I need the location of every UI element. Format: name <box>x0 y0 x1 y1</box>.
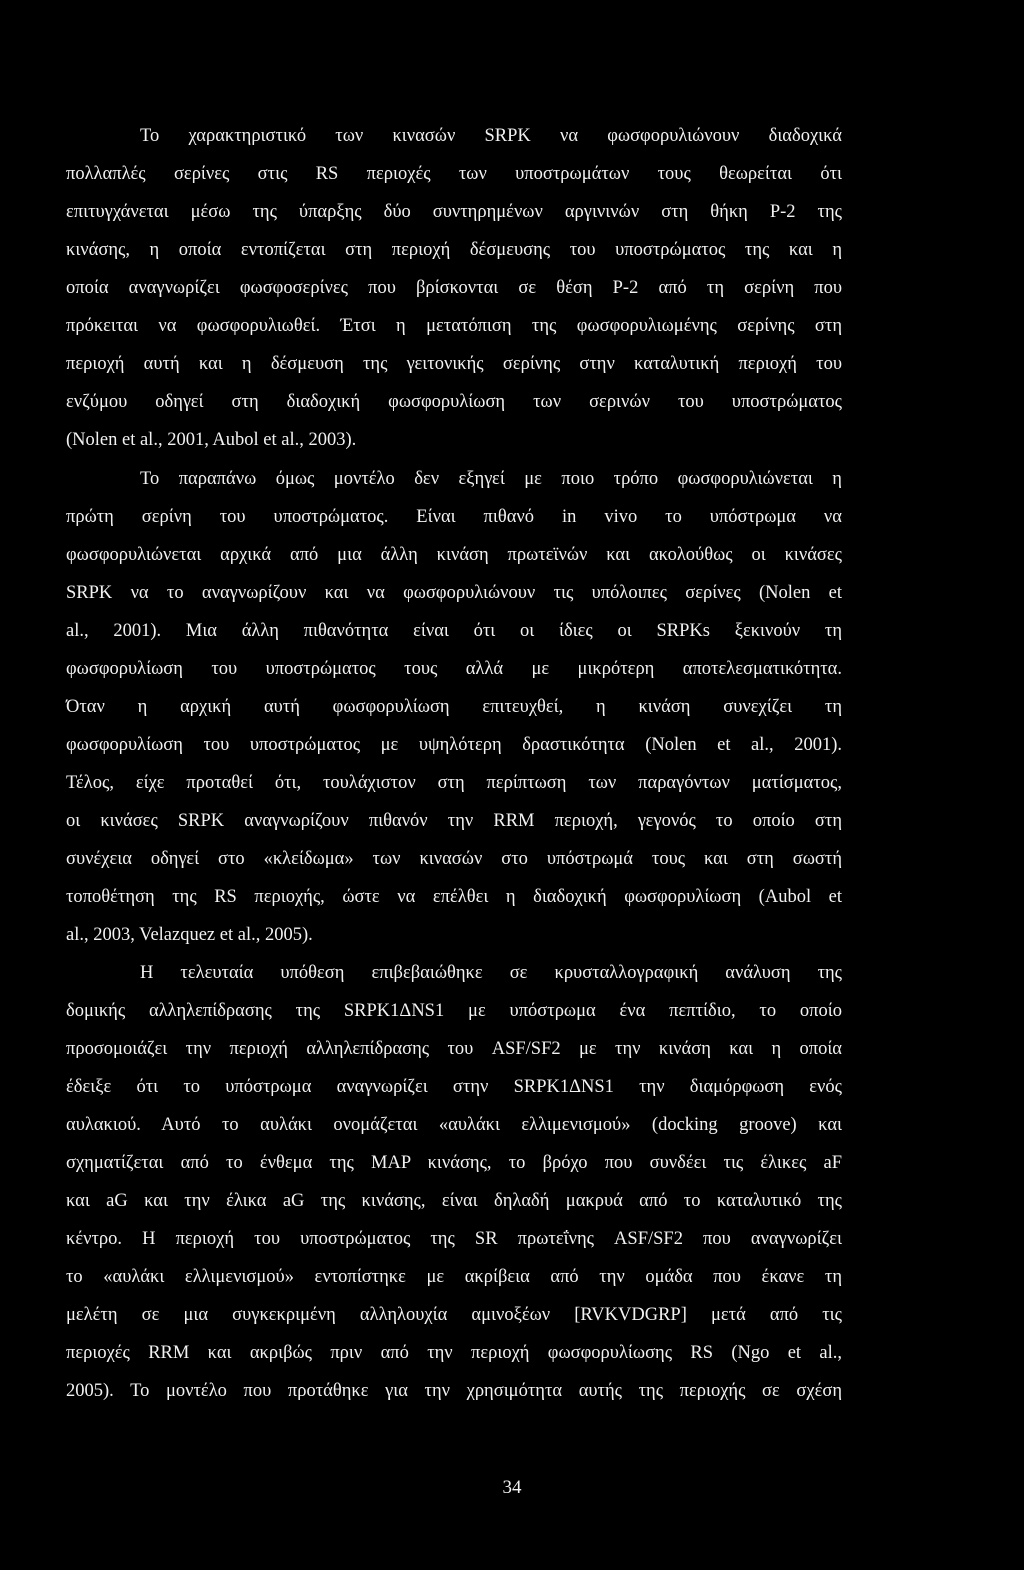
text-line: προσομοιάζει την περιοχή αλληλεπίδρασης του ASF/SF2 με την κινάση και η οποία <box>66 1039 842 1059</box>
text-line: έδειξε ότι το υπόστρωμα αναγνωρίζει στην SRPK1ΔNS1 την διαμόρφωση ενός <box>66 1077 842 1097</box>
text-line: σχηματίζεται από το ένθεμα της MAP κινάσης, το βρόχο που συνδέει τις έλικες aF <box>66 1153 842 1173</box>
text-line: Το παραπάνω όμως μοντέλο δεν εξηγεί με ποιο τρόπο φωσφορυλιώνεται η <box>140 469 842 489</box>
text-line: τοποθέτηση της RS περιοχής, ώστε να επέλθει η διαδοχική φωσφορυλίωση (Aubol et <box>66 887 842 907</box>
text-line: φωσφορυλιώνεται αρχικά από μια άλλη κινάση πρωτεϊνών και ακολούθως οι κινάσες <box>66 545 842 565</box>
text-line: πρώτη σερίνη του υποστρώματος. Είναι πιθανό in vivo το υπόστρωμα να <box>66 507 842 527</box>
text-line: περιοχές RRM και ακριβώς πριν από την περιοχή φωσφορυλίωσης RS (Ngo et al., <box>66 1343 842 1363</box>
text-line: πρόκειται να φωσφορυλιωθεί. Έτσι η μετατόπιση της φωσφορυλιωμένης σερίνης στη <box>66 316 842 336</box>
text-line: Τέλος, είχε προταθεί ότι, τουλάχιστον στη περίπτωση των παραγόντων ματίσματος, <box>66 773 842 793</box>
page-number: 34 <box>502 1477 522 1498</box>
text-line: περιοχή αυτή και η δέσμευση της γειτονικής σερίνης στην καταλυτική περιοχή του <box>66 354 842 374</box>
text-line: συνέχεια οδηγεί στο «κλείδωμα» των κινασών στο υπόστρωμά τους και στη σωστή <box>66 849 842 869</box>
text-line: Το χαρακτηριστικό των κινασών SRPK να φωσφορυλιώνουν διαδοχικά <box>140 126 842 146</box>
text-line: φωσφορυλίωση του υποστρώματος με υψηλότερη δραστικότητα (Nolen et al., 2001). <box>66 735 842 755</box>
text-line: αυλακιού. Αυτό το αυλάκι ονομάζεται «αυλάκι ελλιμενισμού» (docking groove) και <box>66 1115 842 1135</box>
text-line: και aG και την έλικα aG της κινάσης, είναι δηλαδή μακρυά από το καταλυτικό της <box>66 1191 842 1211</box>
text-line: πολλαπλές σερίνες στις RS περιοχές των υποστρωμάτων τους θεωρείται ότι <box>66 164 842 184</box>
text-line: κινάσης, η οποία εντοπίζεται στη περιοχή δέσμευσης του υποστρώματος της και η <box>66 240 842 260</box>
text-line: (Nolen et al., 2001, Aubol et al., 2003). <box>66 430 357 450</box>
text-line: 2005). Το μοντέλο που προτάθηκε για την χρησιμότητα αυτής της περιοχής σε σχέση <box>66 1381 842 1401</box>
text-line: ενζύμου οδηγεί στη διαδοχική φωσφορυλίωση των σερινών του υποστρώματος <box>66 392 842 412</box>
text-line: οι κινάσες SRPK αναγνωρίζουν πιθανόν την RRM περιοχή, γεγονός το οποίο στη <box>66 811 842 831</box>
text-line: SRPK να το αναγνωρίζουν και να φωσφορυλιώνουν τις υπόλοιπες σερίνες (Nolen et <box>66 583 842 603</box>
text-line: επιτυγχάνεται μέσω της ύπαρξης δύο συντηρημένων αργινινών στη θήκη P-2 της <box>66 202 842 222</box>
text-line: Όταν η αρχική αυτή φωσφορυλίωση επιτευχθεί, η κινάση συνεχίζει τη <box>66 697 842 717</box>
text-line: κέντρο. Η περιοχή του υποστρώματος της SR πρωτεΐνης ASF/SF2 που αναγνωρίζει <box>66 1229 842 1249</box>
text-line: μελέτη σε μια συγκεκριμένη αλληλουχία αμινοξέων [RVKVDGRP] μετά από τις <box>66 1305 842 1325</box>
text-line: φωσφορυλίωση του υποστρώματος τους αλλά με μικρότερη αποτελεσματικότητα. <box>66 659 842 679</box>
text-line: al., 2003, Velazquez et al., 2005). <box>66 925 313 945</box>
text-line: δομικής αλληλεπίδρασης της SRPK1ΔNS1 με υπόστρωμα ένα πεπτίδιο, το οποίο <box>66 1001 842 1021</box>
text-line: οποία αναγνωρίζει φωσφοσερίνες που βρίσκονται σε θέση P-2 από τη σερίνη που <box>66 278 842 298</box>
text-line: al., 2001). Μια άλλη πιθανότητα είναι ότι οι ίδιες οι SRPKs ξεκινούν τη <box>66 621 842 641</box>
text-line: το «αυλάκι ελλιμενισμού» εντοπίστηκε με ακρίβεια από την ομάδα που έκανε τη <box>66 1267 842 1287</box>
text-line: Η τελευταία υπόθεση επιβεβαιώθηκε σε κρυσταλλογραφική ανάλυση της <box>140 963 842 983</box>
